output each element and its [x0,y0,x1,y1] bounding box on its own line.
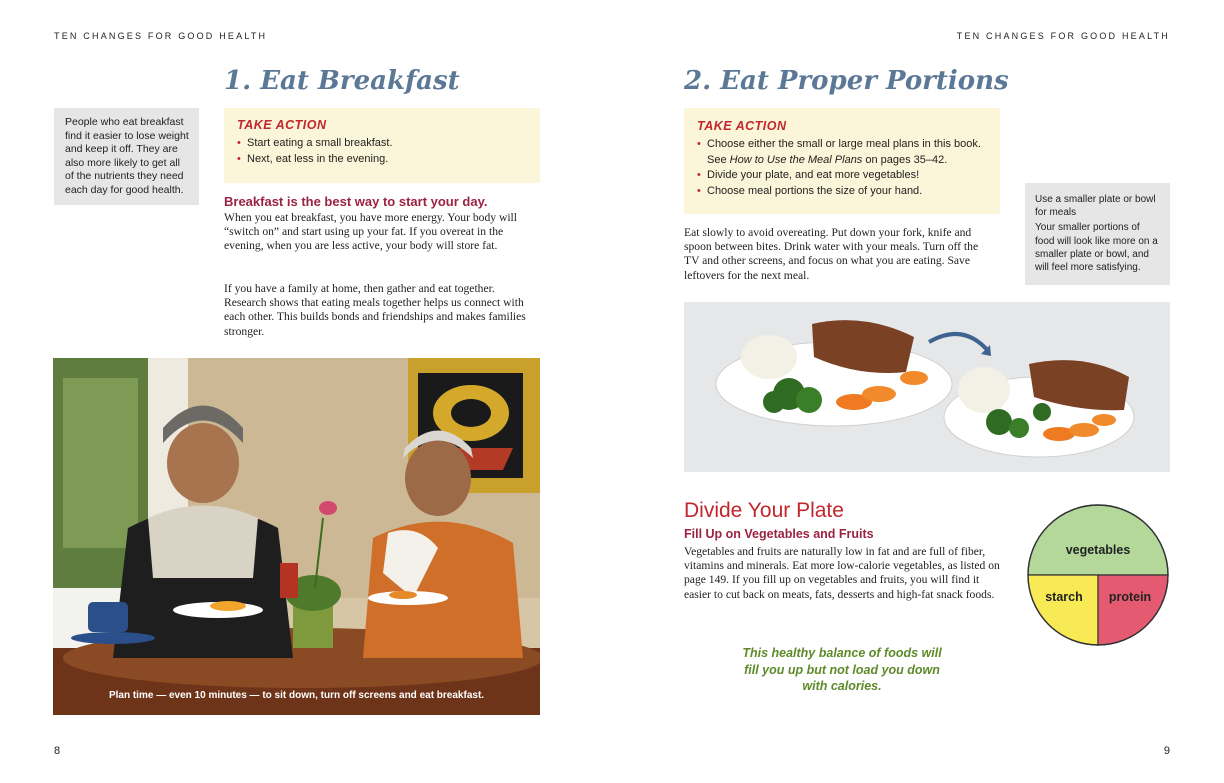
breakfast-paragraph-2: If you have a family at home, then gather and eat together. Research shows that eating meals together helps us connect with each other. This builds bonds and friendships and makes families stronger. [224,282,526,338]
take-action-item: • Divide your plate, and eat more vegetables! [697,168,987,184]
take-action-list [697,137,987,199]
breakfast-paragraph-1: When you eat breakfast, you have more energy. Your body will “switch on” and start using up your fat. If you overeat in the evening, when you are less active, your body will store fat. [224,211,517,253]
photo-caption: Plan time — even 10 minutes — to sit down, turn off screens and eat breakfast. [108,690,485,701]
take-action-item: • Choose meal portions the size of your hand. [697,184,987,200]
starch-label: starch [1045,590,1083,604]
page-title-eat-proper-portions: 2. Eat Proper Portions [684,66,1009,96]
take-action-box-breakfast [224,108,540,183]
sidebar-text: Your smaller portions of food will look like more on a smaller plate or bowl, and will feel more satisfying. [1035,222,1158,274]
divided-plate-diagram [1027,504,1169,646]
family-breakfast-photo [53,358,540,715]
take-action-item: • Choose either the small or large meal plans in this book. See How to Use the Meal Plans on pages 35–42. [697,137,987,168]
take-action-box-portions [684,108,1000,214]
take-action-item: • Next, eat less in the evening. [237,152,527,168]
healthy-balance-quote: This healthy balance of foods will fill you up but not load you down with calories. [742,646,942,693]
vegetables-segment [1028,505,1168,575]
protein-segment [1098,575,1168,645]
sidebar-text: People who eat breakfast find it easier to lose weight and keep it off. They are also more likely to get all of the nutrients they need each day for good health. [65,116,189,196]
meal-plan-reference: How to Use the Meal Plans [729,153,863,166]
page-title-eat-breakfast: 1. Eat Breakfast [224,66,460,96]
take-action-list [237,136,527,167]
vegetables-label: vegetables [1065,543,1131,557]
divide-plate-title: Divide Your Plate [684,499,844,522]
sidebar-breakfast-fact [54,108,199,205]
plate-comparison-photo [684,302,1170,472]
sidebar-title: Use a smaller plate or bowl for meals [1035,194,1156,219]
page-number-left: 8 [54,745,61,757]
take-action-title: TAKE ACTION [237,118,327,132]
sidebar-smaller-plate [1025,183,1170,285]
breakfast-subheading: Breakfast is the best way to start your day. [224,194,488,209]
running-header-left: TEN CHANGES FOR GOOD HEALTH [54,31,268,41]
take-action-title: TAKE ACTION [697,119,787,133]
plate-comparison-illustration [684,302,1170,472]
protein-label: protein [1108,590,1152,604]
portions-paragraph: Eat slowly to avoid overeating. Put down your fork, knife and spoon between bites. Drink water with your meals. Turn off the TV and other screens, and focus on what you are eating. Save leftovers for the next meal. [684,226,979,282]
divide-plate-subtitle: Fill Up on Vegetables and Fruits [684,527,874,541]
starch-segment [1028,575,1098,645]
take-action-item: • Start eating a small breakfast. [237,136,527,152]
divide-plate-paragraph: Vegetables and fruits are naturally low in fat and are full of fiber, vitamins and minerals. Eat more low-calorie vegetables, as listed on page 149. If you fill up on vegetables and fruits, you will find it easier to cut back on meats, fats, desserts and high-fat snack foods. [684,545,1000,601]
divided-plate-graphic [1027,504,1169,646]
running-header-right: TEN CHANGES FOR GOOD HEALTH [956,31,1170,41]
page-number-right: 9 [1163,745,1170,757]
family-breakfast-illustration [53,358,540,715]
